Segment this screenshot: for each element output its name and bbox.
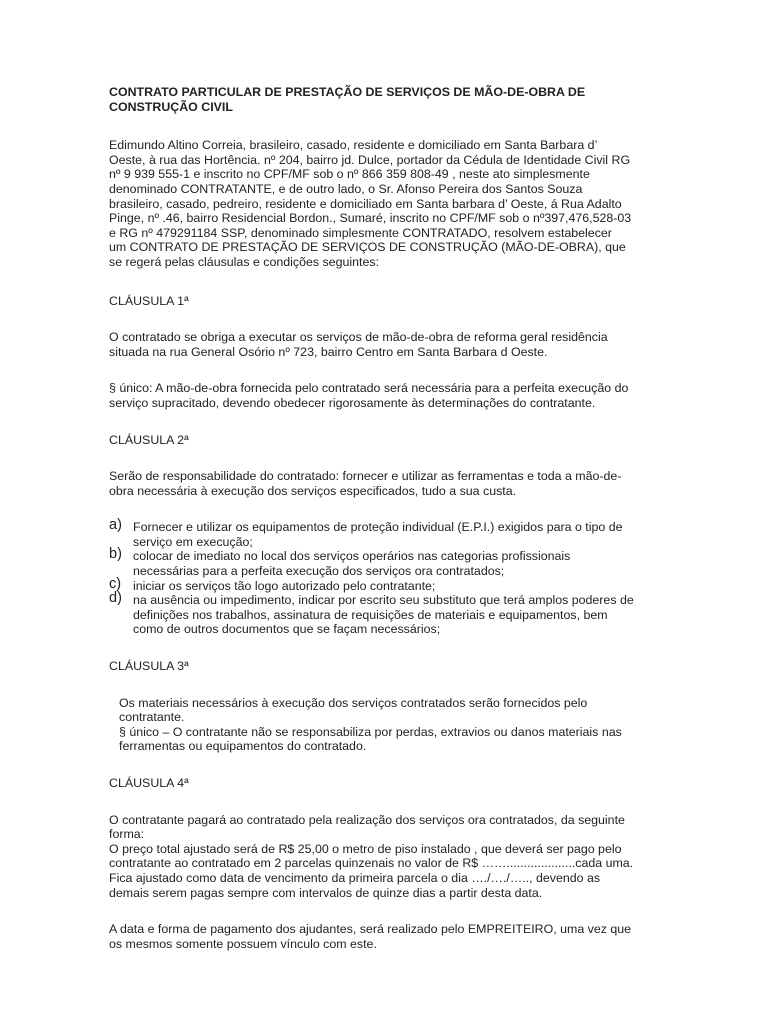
clause-3-text: Os materiais necessários à execução dos serviços contratados serão fornecidos pelo contratante. § único – O contratante não se responsabiliza por perdas, extravios ou danos materiais nas ferramentas ou equipamentos do contratado. (119, 695, 622, 754)
clause-4-heading: CLÁUSULA 4ª (109, 776, 189, 790)
clause-4-text: O contratante pagará ao contratado pela realização dos serviços ora contratados, da seguinte forma: O preço total ajustado será de R$ 25,00 o metro de piso instalado , que deverá ser pago pelo contratante ao contratado em 2 parcelas quinzenais no valor de R$ ……....................cada uma. Fica ajustado como data de vencimento da primeira parcela o dia …./…./….., devendo as demais serem pagas sempre com intervalos de quinze dias a partir desta data. (109, 812, 634, 900)
clause-4-helpers-payment: A data e forma de pagamento dos ajudantes, será realizado pelo EMPREITEIRO, uma vez que os mesmos somente possuem vínculo com este. (109, 922, 632, 951)
list-item (109, 517, 657, 549)
list-item-text: iniciar os serviços tão logo autorizado pelo contratante; (133, 578, 436, 593)
clause-3-heading: CLÁUSULA 3ª (109, 659, 189, 674)
list-item-text: colocar de imediato no local dos serviços operários nas categorias profissionais necessárias para a perfeita execução dos serviços ora contratados; (133, 549, 571, 579)
list-item (109, 546, 657, 579)
list-item-text: Fornecer e utilizar os equipamentos de proteção individual (E.P.I.) exigidos para o tipo de serviço em execução; (133, 520, 623, 549)
clause-2-heading: CLÁUSULA 2ª (109, 432, 189, 447)
document-title: CONTRATO PARTICULAR DE PRESTAÇÃO DE SERVIÇOS DE MÃO-DE-OBRA DE CONSTRUÇÃO CIVIL (109, 85, 586, 114)
list-item (109, 575, 657, 594)
list-marker: a) (109, 517, 122, 534)
clause-2-item-list (109, 517, 657, 637)
list-marker: c) (109, 575, 122, 592)
clause-1-text: O contratado se obriga a executar os serviços de mão-de-obra de reforma geral residência situada na rua General Osório nº 723, bairro Centro em Santa Barbara d Oeste. (109, 330, 608, 359)
list-item-text: na ausência ou impedimento, indicar por escrito seu substituto que terá amplos poderes de definições nos trabalhos, assinatura de requisições de materiais e equipamentos, bem como de outros documentos que se façam necessários; (133, 593, 634, 637)
list-marker: b) (109, 546, 122, 563)
list-marker: d) (109, 590, 122, 607)
clause-1-heading: CLÁUSULA 1ª (109, 293, 189, 308)
list-item (109, 590, 657, 637)
clause-1-sole-paragraph: § único: A mão-de-obra fornecida pelo contratado será necessária para a perfeita execução do serviço supracitado, devendo obedecer rigorosamente às determinações do contratante. (109, 381, 629, 410)
clause-2-text: Serão de responsabilidade do contratado: fornecer e utilizar as ferramentas e toda a mão-de- obra necessária à execução dos serviços especificados, tudo a sua custa. (109, 469, 622, 498)
contract-body (109, 85, 657, 951)
intro-paragraph: Edimundo Altino Correia, brasileiro, casado, residente e domiciliado em Santa Barbara d’ Oeste, à rua das Hortência. nº 204, bairro jd. Dulce, portador da Cédula de Identidade Civil RG nº 9 939 555-1 e inscrito no CPF/MF sob o nº 866 359 808-49 , neste ato simplesmente denominado CONTRATANTE, e de outro lado, o Sr. Afonso Pereira dos Santos Souza brasileiro, casado, pedreiro, residente e domiciliado em Santa barbara d’ Oeste, á Rua Adalto Pinge, nº .46, bairro Residencial Bordon., Sumaré, inscrito no CPF/MF sob o nº397,476,528-03 e RG nº 479291184 SSP, denominado simplesmente CONTRATADO, resolvem estabelecer um CONTRATO DE PRESTAÇÃO DE SERVIÇOS DE CONSTRUÇÃO (MÃO-DE-OBRA), que se regerá pelas cláusulas e condições seguintes: (109, 138, 632, 269)
